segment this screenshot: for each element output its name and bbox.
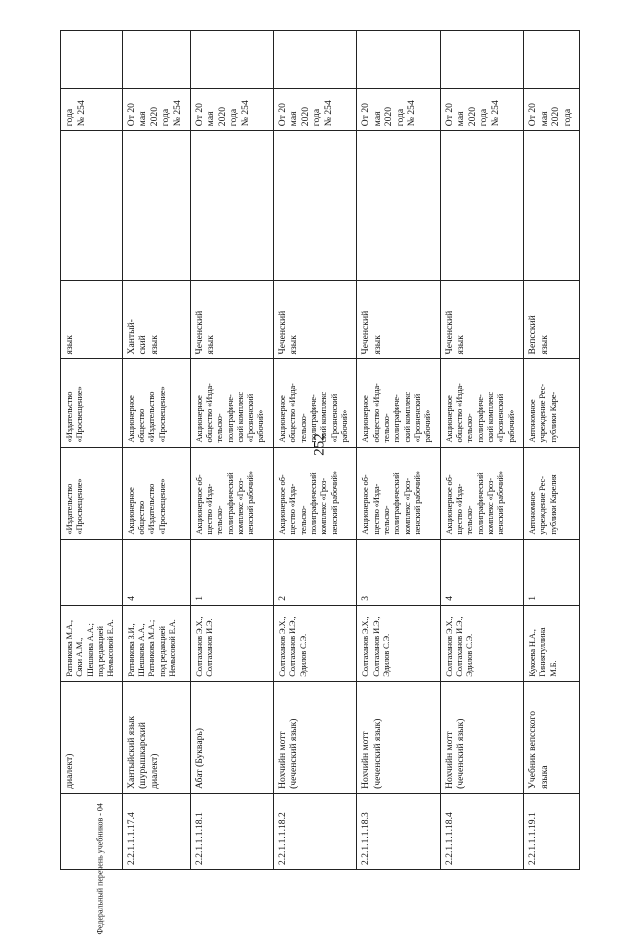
approval-date-cell: От 20 мая 2020 года № 254	[440, 89, 523, 131]
publisher-cell: Акционерное общество «Издательство «Просвещение»	[122, 447, 190, 539]
grade-cell: 3	[357, 539, 440, 605]
last-cell	[190, 31, 273, 89]
last-cell	[122, 31, 190, 89]
language-cell: Чеченский язык	[273, 281, 356, 359]
grade-cell: 4	[440, 539, 523, 605]
title-cell: Нохчийн мотт (чеченский язык)	[273, 681, 356, 793]
title-cell: Хантыйский язык (шурышкарский диалект)	[122, 681, 190, 793]
publisher-cell: «Издательство «Просвещение»	[61, 447, 123, 539]
empty-cell	[440, 131, 523, 281]
grade-cell: 1	[524, 539, 580, 605]
row-number-cell: 2.2.1.1.1.18.1	[190, 793, 273, 869]
last-cell	[440, 31, 523, 89]
row-number-cell: 2.2.1.1.1.18.4	[440, 793, 523, 869]
row-number-cell: 2.2.1.1.1.19.1	[524, 793, 580, 869]
publisher-cell: Акционерное об- щество «Изда- тельско- полиграфический комплекс «Гроз- ненский рабочий»	[357, 447, 440, 539]
grade-cell: 2	[273, 539, 356, 605]
approval-date-cell: От 20 мая 2020 года № 254	[357, 89, 440, 131]
language-cell: Вепсский язык	[524, 281, 580, 359]
footer-note: Федеральный перечень учебников - 04	[95, 803, 105, 935]
empty-cell	[61, 131, 123, 281]
authors-cell: Солтаханов Э.Х., Солтаханов И.Э., Эдилов С.Э.	[357, 605, 440, 681]
last-cell	[273, 31, 356, 89]
grade-cell	[61, 539, 123, 605]
publisher-alt-cell: Акционерное общество «Изда- тельско- полиграфиче- ский комплекс «Грозненский рабочий»	[190, 359, 273, 447]
table-row	[61, 31, 123, 870]
publisher-alt-cell: Акционерное общество «Издательство «Просвещение»	[122, 359, 190, 447]
publisher-cell: Акционерное об- щество «Изда- тельско- полиграфический комплекс «Гроз- ненский рабочий»	[190, 447, 273, 539]
approval-date-cell: От 20 мая 2020 года	[524, 89, 580, 131]
title-cell: Нохчийн мотт (чеченский язык)	[440, 681, 523, 793]
authors-cell: Солтаханов Э.Х., Солтаханов И.Э., Эдилов С.Э.	[440, 605, 523, 681]
publisher-alt-cell: Автономное учреждение Рес- публики Каре-	[524, 359, 580, 447]
last-cell	[524, 31, 580, 89]
table-row	[273, 31, 356, 870]
language-cell: язык	[61, 281, 123, 359]
table-row	[122, 31, 190, 870]
publisher-alt-cell: Акционерное общество «Изда- тельско- полиграфиче- ский комплекс «Грозненский рабочий»	[440, 359, 523, 447]
publisher-alt-cell: Акционерное общество «Изда- тельско- полиграфиче- ский комплекс «Грозненский рабочий»	[273, 359, 356, 447]
page-number: 252	[311, 433, 328, 456]
row-number-cell: 2.2.1.1.1.18.3	[357, 793, 440, 869]
table-row	[357, 31, 440, 870]
language-cell: Чеченский язык	[357, 281, 440, 359]
grade-cell: 1	[190, 539, 273, 605]
authors-cell: Кукоева Н.А., Гиниятуллина М.Б.	[524, 605, 580, 681]
approval-date-cell: года № 254	[61, 89, 123, 131]
approval-date-cell: От 20 мая 2020 года № 254	[190, 89, 273, 131]
table-row	[440, 31, 523, 870]
empty-cell	[273, 131, 356, 281]
empty-cell	[190, 131, 273, 281]
table-row	[524, 31, 580, 870]
authors-cell: Солтаханов Э.Х., Солтаханов И.Э., Эдилов С.Э.	[273, 605, 356, 681]
language-cell: Хантый- ский язык	[122, 281, 190, 359]
title-cell: диалект)	[61, 681, 123, 793]
grade-cell: 4	[122, 539, 190, 605]
row-number-cell: 2.2.1.1.1.18.2	[273, 793, 356, 869]
publisher-alt-cell: Акционерное общество «Изда- тельско- полиграфиче- ский комплекс «Грозненский рабочий»	[357, 359, 440, 447]
title-cell: Абат (Букварь)	[190, 681, 273, 793]
approval-date-cell: От 20 мая 2020 года № 254	[122, 89, 190, 131]
empty-cell	[524, 131, 580, 281]
title-cell: Нохчийн мотт (чеченский язык)	[357, 681, 440, 793]
language-cell: Чеченский язык	[190, 281, 273, 359]
table-body	[61, 31, 580, 870]
publisher-cell: Автономное учреждение Рес- публики Карелия	[524, 447, 580, 539]
authors-cell: Ратникова З.И., Шешкова А.А., Ратникова М.А.; под редакцией Немысовой Е.А.	[122, 605, 190, 681]
textbook-table	[60, 30, 580, 870]
row-number-cell: 2.2.1.1.1.17.4	[122, 793, 190, 869]
rotated-table-wrapper	[60, 30, 580, 870]
last-cell	[357, 31, 440, 89]
empty-cell	[122, 131, 190, 281]
publisher-cell: Акционерное об- щество «Изда- тельско- полиграфический комплекс «Гроз- ненский рабочий»	[273, 447, 356, 539]
row-number-cell	[61, 793, 123, 869]
empty-cell	[357, 131, 440, 281]
publisher-alt-cell: «Издательство «Просвещение»	[61, 359, 123, 447]
title-cell: Учебник вепсского языка	[524, 681, 580, 793]
authors-cell: Ратникова М.А., Сяки А.М., Шешкова А.А.; под редакцией Немысовой Е.А.	[61, 605, 123, 681]
language-cell: Чеченский язык	[440, 281, 523, 359]
authors-cell: Солтаханов Э.Х., Солтаханов И.Э.	[190, 605, 273, 681]
last-cell	[61, 31, 123, 89]
table-row	[190, 31, 273, 870]
publisher-cell: Акционерное об- щество «Изда- тельско- полиграфический комплекс «Гроз- ненский рабочий»	[440, 447, 523, 539]
approval-date-cell: От 20 мая 2020 года № 254	[273, 89, 356, 131]
document-page	[60, 30, 580, 870]
